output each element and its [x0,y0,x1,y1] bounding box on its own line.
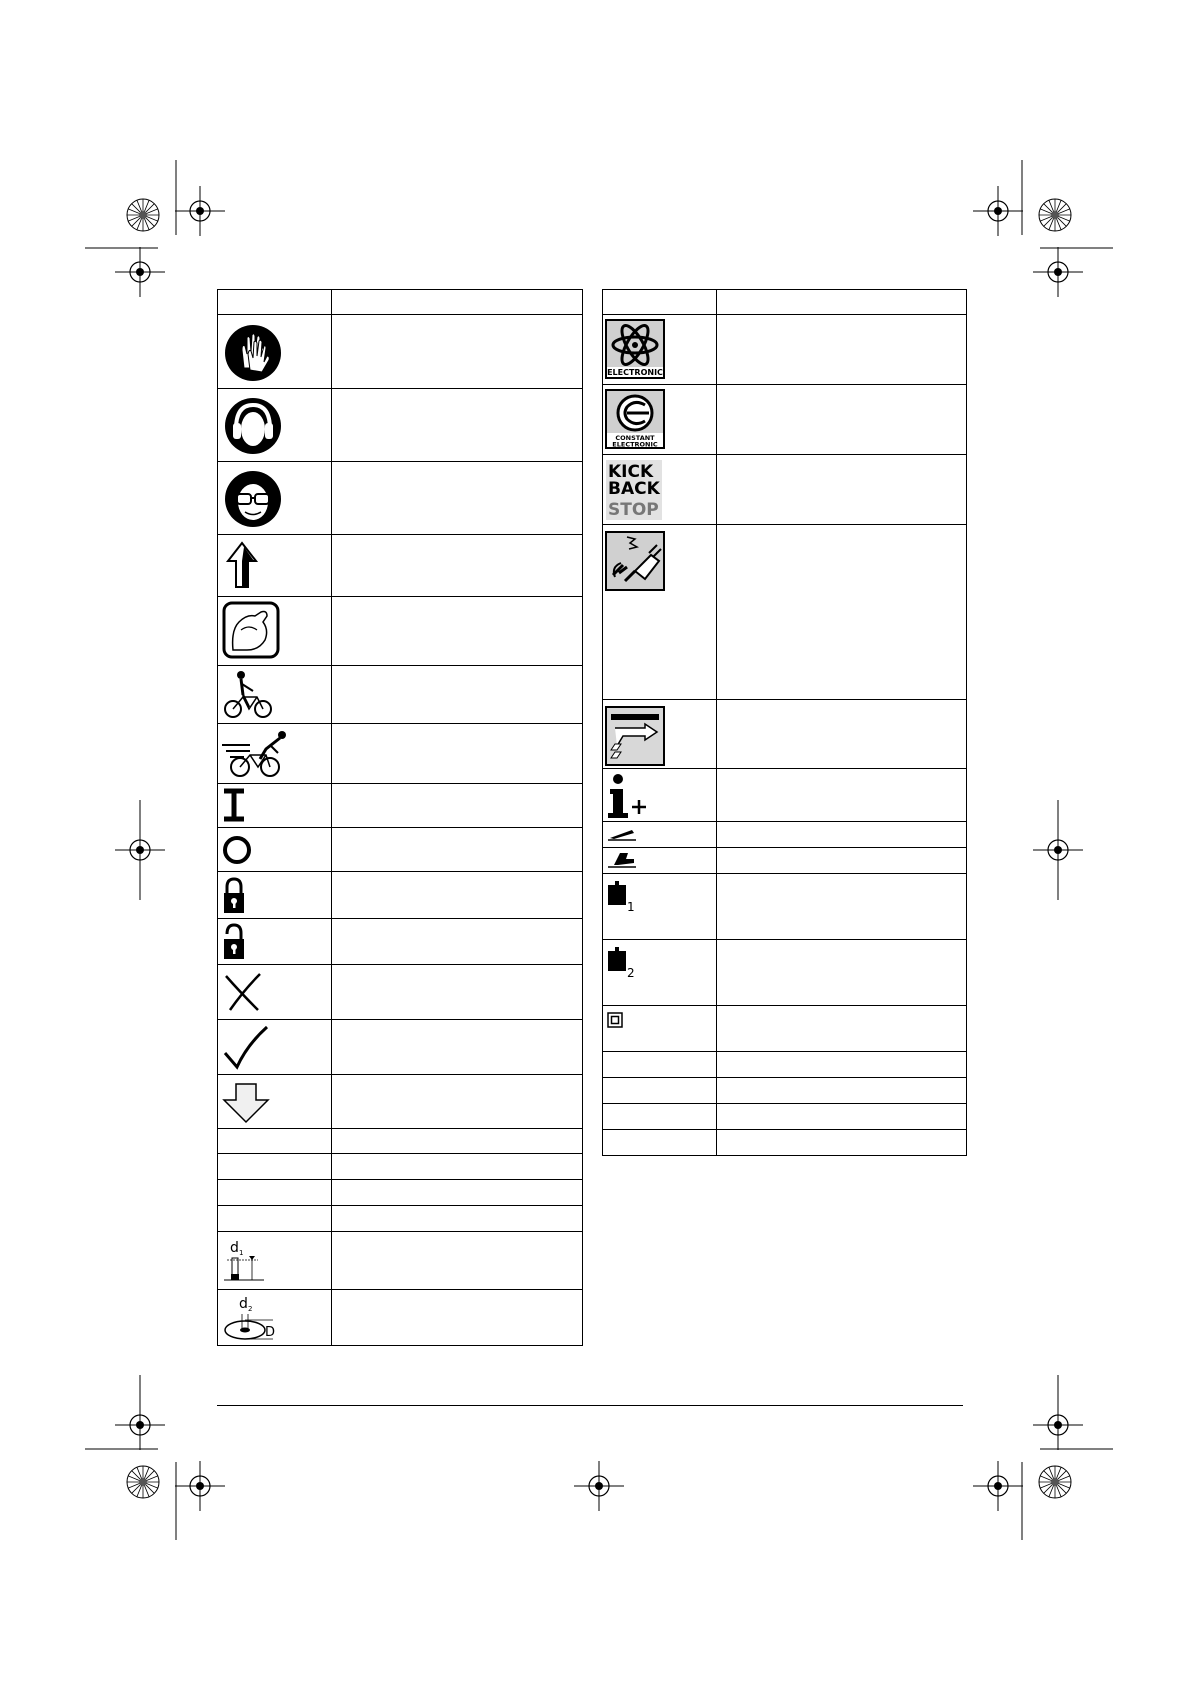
symbol-table-left [217,289,583,1346]
table-row [603,525,967,700]
table-row [218,1206,583,1232]
safety-gloves-icon [220,318,290,388]
table-row [218,919,583,965]
table-row [218,535,583,597]
table-header-row [603,290,967,315]
electronic-label: ELECTRONIC [607,368,663,377]
fast-cyclist-icon [220,727,292,781]
table-row [218,872,583,919]
weight-1-subscript: 1 [627,900,635,914]
weight-2-icon [606,946,642,980]
table-row [218,1232,583,1290]
weight-1-icon [606,880,642,914]
table-row [218,462,583,535]
cross-mark-icon [222,970,266,1014]
registration-mark [115,247,165,297]
direction-arrow-up-icon [222,539,262,594]
kickback-stop-icon [605,459,667,521]
color-wheel-mark [1039,199,1071,231]
steep-angle-icon [606,849,640,871]
table-row [218,389,583,462]
symbol-table-right [602,289,967,1156]
table-row [603,1078,967,1104]
table-row [603,315,967,385]
d2-subscript: 2 [248,1305,253,1313]
info-plus-icon [606,773,650,819]
table-row [218,724,583,784]
registration-mark [973,186,1023,236]
table-row [218,315,583,389]
registration-mark [175,186,225,236]
registration-mark [574,1461,624,1511]
spindle-diameter-icon [222,1236,272,1288]
disc-diameter-icon [221,1292,285,1344]
table-row [603,1130,967,1156]
table-row [218,1180,583,1206]
table-row [603,1006,967,1052]
d2-label: d [239,1296,248,1312]
table-row [603,1104,967,1130]
constant-label: CONSTANT [615,434,655,442]
padlock-unlocked-icon [222,922,248,962]
footer-rule [217,1405,963,1406]
registration-mark [175,1461,225,1511]
table-row [603,848,967,874]
table-row [218,1154,583,1180]
table-row [218,1075,583,1129]
eye-protection-icon [220,464,290,534]
check-mark-icon [221,1023,271,1073]
slow-cyclist-icon [221,669,281,721]
table-row [603,700,967,769]
flat-angle-icon [606,824,640,844]
table-row [218,1129,583,1154]
color-wheel-mark [127,199,159,231]
ear-protection-icon [220,391,290,461]
electronic-label: ELECTRONIC [612,440,658,449]
table-row [218,784,583,828]
table-row [603,455,967,525]
constant-electronic-icon [605,389,667,451]
grip-hand-icon [221,600,283,662]
table-row [218,597,583,666]
color-wheel-mark [1039,1466,1071,1498]
stop-text: STOP [608,500,659,520]
switch-off-icon [221,832,257,868]
table-row [603,1052,967,1078]
table-row [603,822,967,848]
table-row [218,828,583,872]
d1-label: d [230,1240,239,1256]
weight-2-subscript: 2 [627,966,635,980]
table-row [218,1290,583,1346]
table-row [603,385,967,455]
table-header-row [218,290,583,315]
table-row [603,874,967,940]
d1-subscript: 1 [239,1249,244,1257]
protection-class-ii-icon [607,1012,627,1032]
arrow-down-icon [222,1082,272,1124]
color-wheel-mark [127,1466,159,1498]
back-text: BACK [608,479,660,499]
table-row [603,940,967,1006]
tool-guide-icon [605,706,667,768]
switch-on-icon [222,788,252,824]
table-row [218,666,583,724]
kick-text: KICK [608,462,654,482]
table-row [218,1020,583,1075]
registration-mark [1033,247,1083,297]
electronic-icon [605,319,667,381]
outer-diameter-label: D [265,1325,276,1340]
registration-mark [973,1461,1023,1511]
padlock-locked-icon [222,876,248,916]
table-row [218,965,583,1020]
restart-protection-plug-icon [605,531,667,593]
table-row [603,769,967,822]
